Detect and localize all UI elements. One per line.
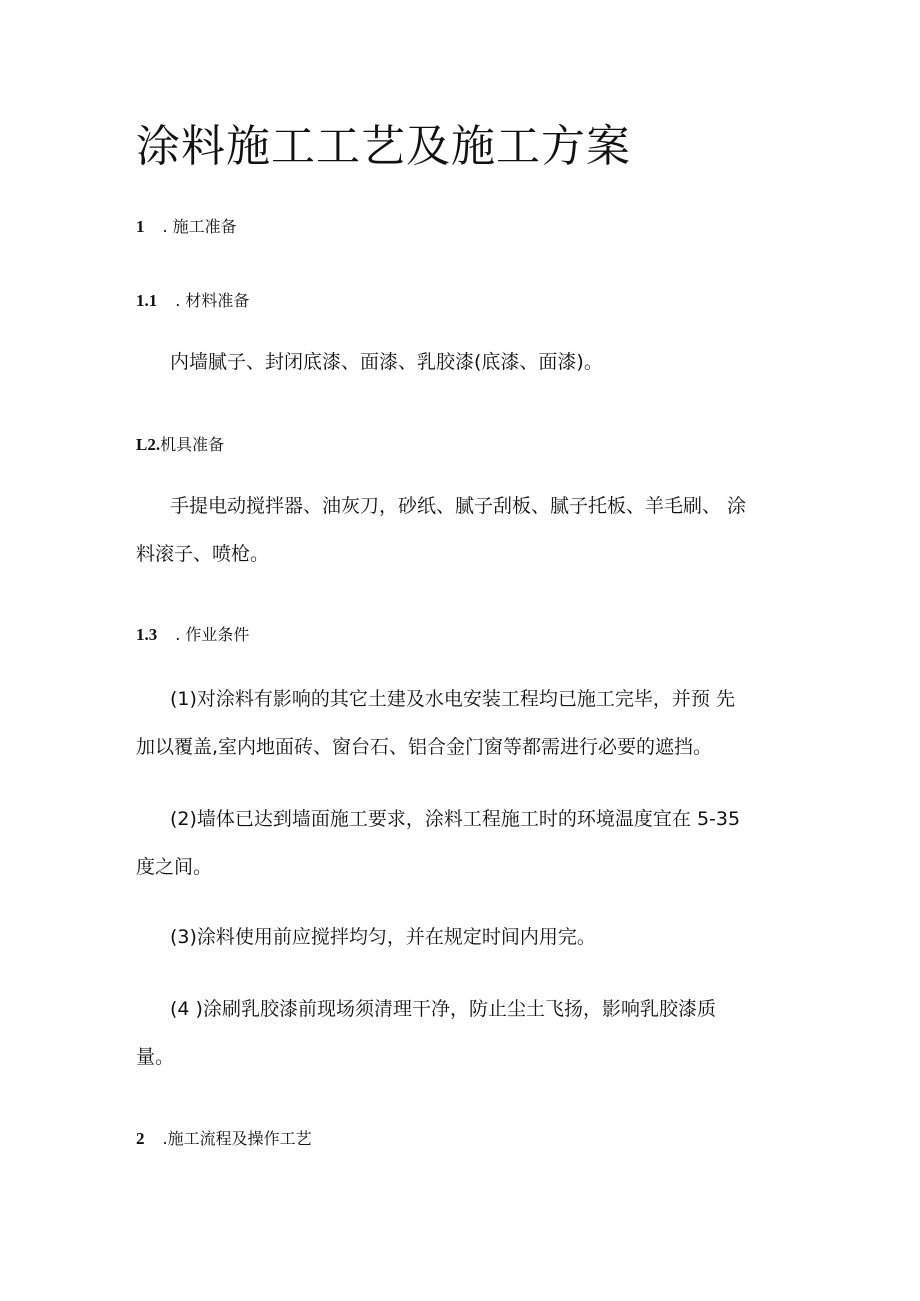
condition-4-line-1: (4 )涂刷乳胶漆前现场须清理干净，防止尘土飞扬，影响乳胶漆质 — [170, 998, 716, 1020]
section-number: 2 — [136, 1129, 145, 1148]
materials-paragraph — [136, 338, 603, 386]
section-number: 1 — [136, 217, 145, 236]
document-title: 涂料施工工艺及施工方案 — [136, 121, 631, 172]
section-number: 1.1 — [136, 291, 158, 310]
condition-2-line-1: (2)墙体已达到墙面施工要求，涂料工程施工时的环境温度宜在 5-35 — [170, 808, 741, 830]
section-heading-2 — [136, 1126, 312, 1149]
condition-1-paragraph — [136, 675, 735, 771]
section-number: L2. — [136, 435, 161, 454]
section-title: . 施工准备 — [162, 217, 237, 236]
section-title: . 材料准备 — [175, 291, 250, 310]
condition-3-line-1: (3)涂料使用前应搅拌均匀，并在规定时间内用完。 — [170, 926, 596, 948]
tools-line-1: 手提电动搅拌器、油灰刀，砂纸、腻子刮板、腻子托板、羊毛刷、 涂 — [170, 495, 747, 517]
condition-4-paragraph — [136, 985, 716, 1081]
section-title: 机具准备 — [160, 435, 225, 454]
condition-4-line-2: 量。 — [136, 1046, 175, 1068]
section-heading-1 — [136, 214, 237, 237]
section-heading-1-2 — [136, 432, 224, 455]
condition-2-paragraph — [136, 795, 740, 891]
section-number: 1.3 — [136, 625, 158, 644]
condition-2-line-2: 度之间。 — [136, 856, 213, 878]
section-title: . 作业条件 — [175, 625, 250, 644]
section-heading-1-3 — [136, 622, 249, 645]
tools-line-2: 料滚子、喷枪。 — [136, 543, 270, 565]
condition-1-line-2: 加以覆盖,室内地面砖、窗台石、铝合金门窗等都需进行必要的遮挡。 — [136, 736, 713, 758]
condition-3-paragraph — [136, 913, 596, 961]
condition-1-line-1: (1)对涂料有影响的其它土建及水电安装工程均已施工完毕，并预 先 — [170, 688, 735, 710]
section-title: .施工流程及操作工艺 — [162, 1129, 312, 1148]
section-heading-1-1 — [136, 288, 249, 311]
tools-paragraph — [136, 482, 746, 578]
materials-text: 内墙腻子、封闭底漆、面漆、乳胶漆(底漆、面漆)。 — [170, 351, 603, 373]
